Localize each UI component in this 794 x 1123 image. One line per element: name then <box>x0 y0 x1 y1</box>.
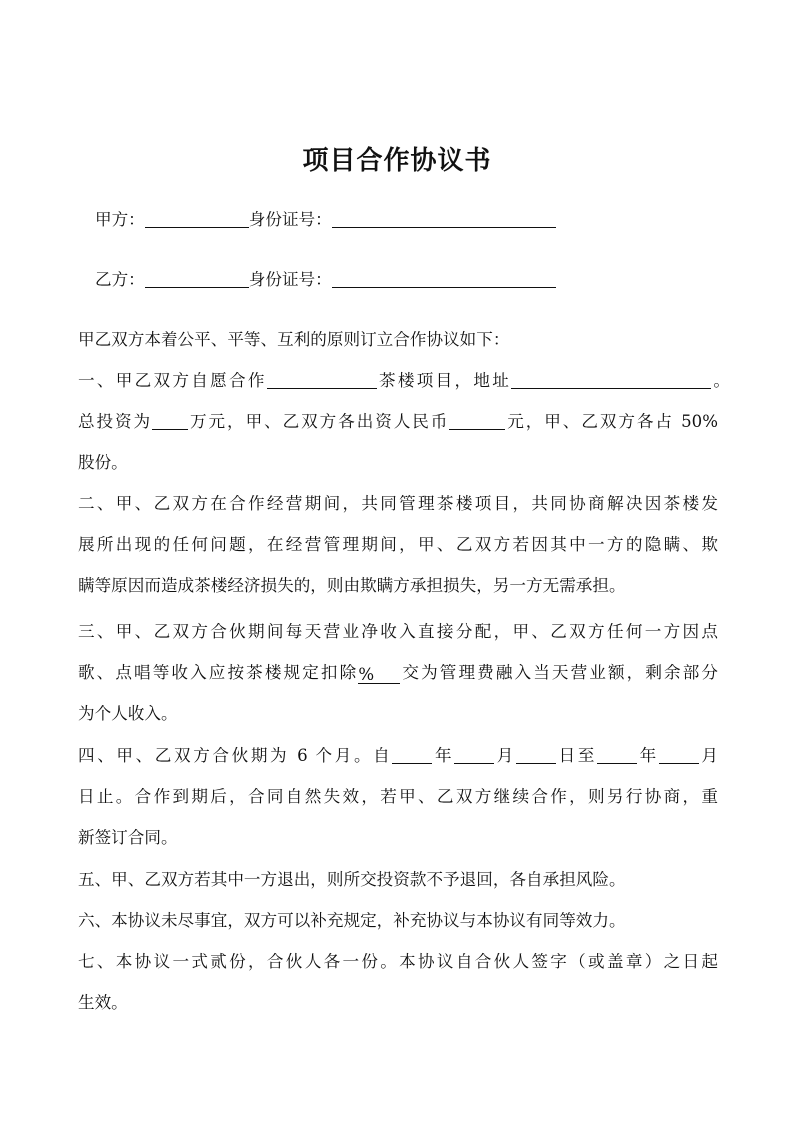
clause-3-line-3: 为个人收入。 <box>78 704 178 723</box>
text: 四、甲、乙双方合伙期为 6 个月。自 <box>78 746 393 765</box>
text: 年 <box>432 746 455 765</box>
end-month-blank <box>659 745 699 764</box>
clause-4-line-1 <box>78 745 718 767</box>
clause-3-line-2 <box>78 662 718 684</box>
management-fee-percent-blank: % <box>358 664 400 684</box>
clause-3-line-1: 三、甲、乙双方合伙期间每天营业净收入直接分配，甲、乙双方任何一方因点 <box>78 622 718 641</box>
text: 。 <box>711 371 731 390</box>
party-a-row <box>95 209 735 231</box>
party-a-id-blank <box>332 209 556 228</box>
clause-2-line-1: 二、甲、乙双方在合作经营期间，共同管理茶楼项目，共同协商解决因茶楼发 <box>78 494 718 513</box>
text: 年 <box>637 746 659 765</box>
total-investment-blank <box>152 411 188 430</box>
end-year-blank <box>597 745 637 764</box>
clause-6: 六、本协议未尽事宜，双方可以补充规定，补充协议与本协议有同等效力。 <box>78 911 626 930</box>
text: 歌、点唱等收入应按茶楼规定扣除 <box>78 663 359 682</box>
address-blank <box>511 370 711 389</box>
start-day-blank <box>516 745 556 764</box>
text: 元，甲、乙双方各占 50% <box>505 412 719 431</box>
document-title: 项目合作协议书 <box>302 146 492 176</box>
clause-4-line-2: 日止。合作到期后，合同自然失效，若甲、乙双方继续合作，则另行协商，重 <box>78 787 718 806</box>
text: 月 <box>698 746 719 765</box>
clause-2-line-3: 瞒等原因而造成茶楼经济损失的，则由欺瞒方承担损失，另一方无需承担。 <box>78 576 626 595</box>
clause-7-line-2: 生效。 <box>78 993 128 1012</box>
party-b-label: 乙方： <box>95 270 145 289</box>
party-b-name-blank <box>145 269 249 288</box>
clause-5: 五、甲、乙双方若其中一方退出，则所交投资款不予退回，各自承担风险。 <box>78 870 626 889</box>
clause-1-line-1 <box>78 370 730 392</box>
intro-text: 甲乙双方本着公平、平等、互利的原则订立合作协议如下： <box>78 330 510 349</box>
text: 总投资为 <box>78 412 153 431</box>
text: 茶楼项目，地址 <box>376 371 512 390</box>
text: 交为管理费融入当天营业额，剩余部分 <box>400 663 718 682</box>
text: 月 <box>494 746 516 765</box>
clause-4-line-3: 新签订合同。 <box>78 828 178 847</box>
party-b-id-blank <box>332 269 556 288</box>
party-a-label: 甲方： <box>95 210 145 229</box>
clause-1-line-3: 股份。 <box>78 453 128 472</box>
clause-2-line-2: 展所出现的任何问题，在经营管理期间，甲、乙双方若因其中一方的隐瞒、欺 <box>78 535 718 554</box>
start-year-blank <box>392 745 432 764</box>
party-a-name-blank <box>145 209 249 228</box>
start-month-blank <box>454 745 494 764</box>
id-label: 身份证号： <box>248 270 332 289</box>
text: 万元，甲、乙双方各出资人民币 <box>188 412 450 431</box>
id-label: 身份证号： <box>248 210 332 229</box>
text: 一、甲乙双方自愿合作 <box>78 371 267 390</box>
project-name-blank <box>267 370 377 389</box>
text: 日至 <box>555 746 597 765</box>
clause-1-line-2 <box>78 411 718 433</box>
contribution-blank <box>449 411 505 430</box>
party-b-row <box>95 269 735 291</box>
clause-7-line-1: 七、本协议一式贰份，合伙人各一份。本协议自合伙人签字（或盖章）之日起 <box>78 952 718 971</box>
